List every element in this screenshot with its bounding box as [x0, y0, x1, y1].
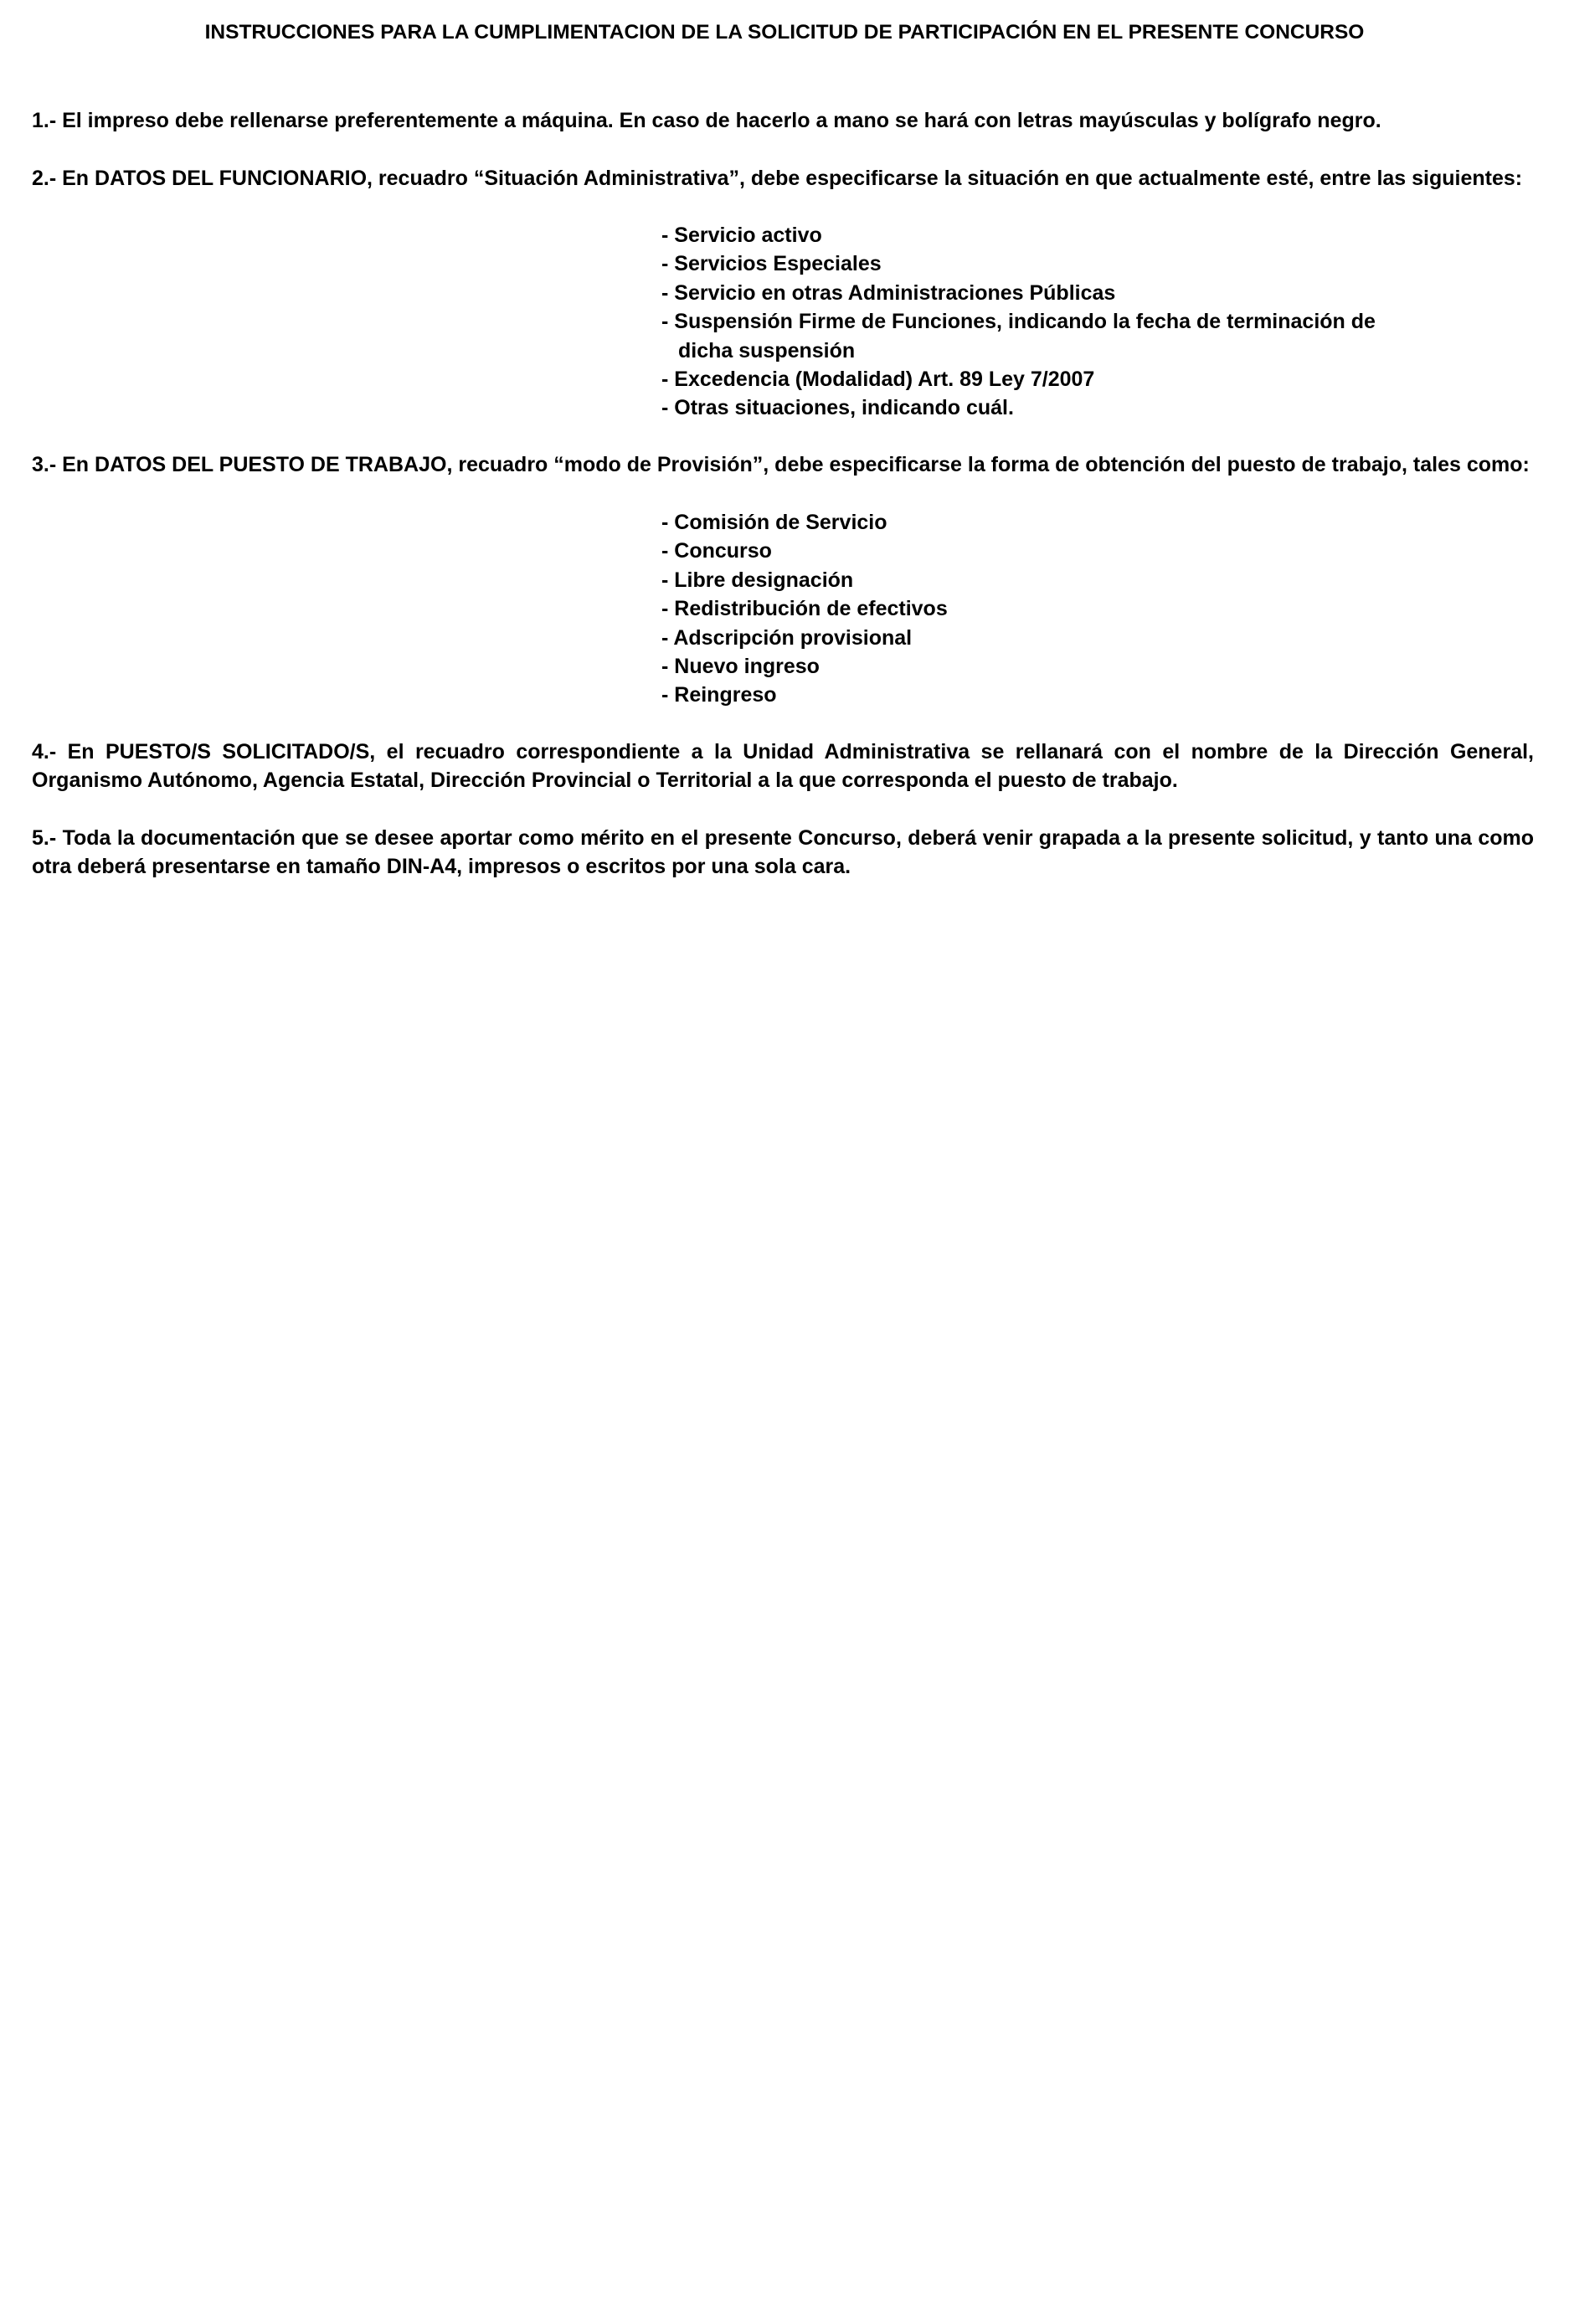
- instruction-1: 1.- El impreso debe rellenarse preferentemente a máquina. En caso de hacerlo a mano se hará con letras mayúsculas y bolígrafo negro.: [32, 109, 1381, 132]
- modo-provision-list: [661, 508, 948, 710]
- list-item: - Servicio activo: [661, 224, 822, 247]
- list-item: - Excedencia (Modalidad) Art. 89 Ley 7/2007: [661, 368, 1095, 392]
- instruction-5: 5.- Toda la documentación que se desee aportar como mérito en el presente Concurso, deberá venir grapada a la presente solicitud, y tanto una como otra deberá presentarse en tamaño DIN-A4, impresos o escritos por una sola cara.: [32, 826, 1534, 879]
- list-item: - Servicios Especiales: [661, 252, 882, 276]
- list-item: - Servicio en otras Administraciones Públicas: [661, 280, 1116, 305]
- document-title: INSTRUCCIONES PARA LA CUMPLIMENTACION DE LA SOLICITUD DE PARTICIPACIÓN EN EL PRESENTE CONCURSO: [204, 21, 1365, 44]
- list-item: - Comisión de Servicio: [661, 511, 887, 534]
- situacion-administrativa-list: [661, 221, 1376, 423]
- instruction-2: 2.- En DATOS DEL FUNCIONARIO, recuadro “Situación Administrativa”, debe especificarse la situación en que actualmente esté, entre las siguientes:: [32, 167, 1523, 190]
- list-item: - Otras situaciones, indicando cuál.: [661, 396, 1014, 420]
- list-item: dicha suspensión: [678, 338, 856, 362]
- list-item: - Nuevo ingreso: [661, 655, 820, 679]
- instruction-4: 4.- En PUESTO/S SOLICITADO/S, el recuadro correspondiente a la Unidad Administrativa se rellanará con el nombre de la Dirección General, Organismo Autónomo, Agencia Estatal, Dirección Provincial o Territorial a la que corresponda el puesto de trabajo.: [32, 740, 1534, 793]
- list-item: - Adscripción provisional: [661, 625, 913, 650]
- list-item: - Reingreso: [661, 683, 777, 707]
- list-item: - Libre designación: [661, 568, 854, 592]
- list-item: - Concurso: [661, 539, 772, 563]
- list-item: - Redistribución de efectivos: [661, 597, 948, 621]
- instruction-3: 3.- En DATOS DEL PUESTO DE TRABAJO, recuadro “modo de Provisión”, debe especificarse la forma de obtención del puesto de trabajo, tales como:: [32, 453, 1530, 476]
- list-item: - Suspensión Firme de Funciones, indicando la fecha de terminación de: [661, 310, 1376, 334]
